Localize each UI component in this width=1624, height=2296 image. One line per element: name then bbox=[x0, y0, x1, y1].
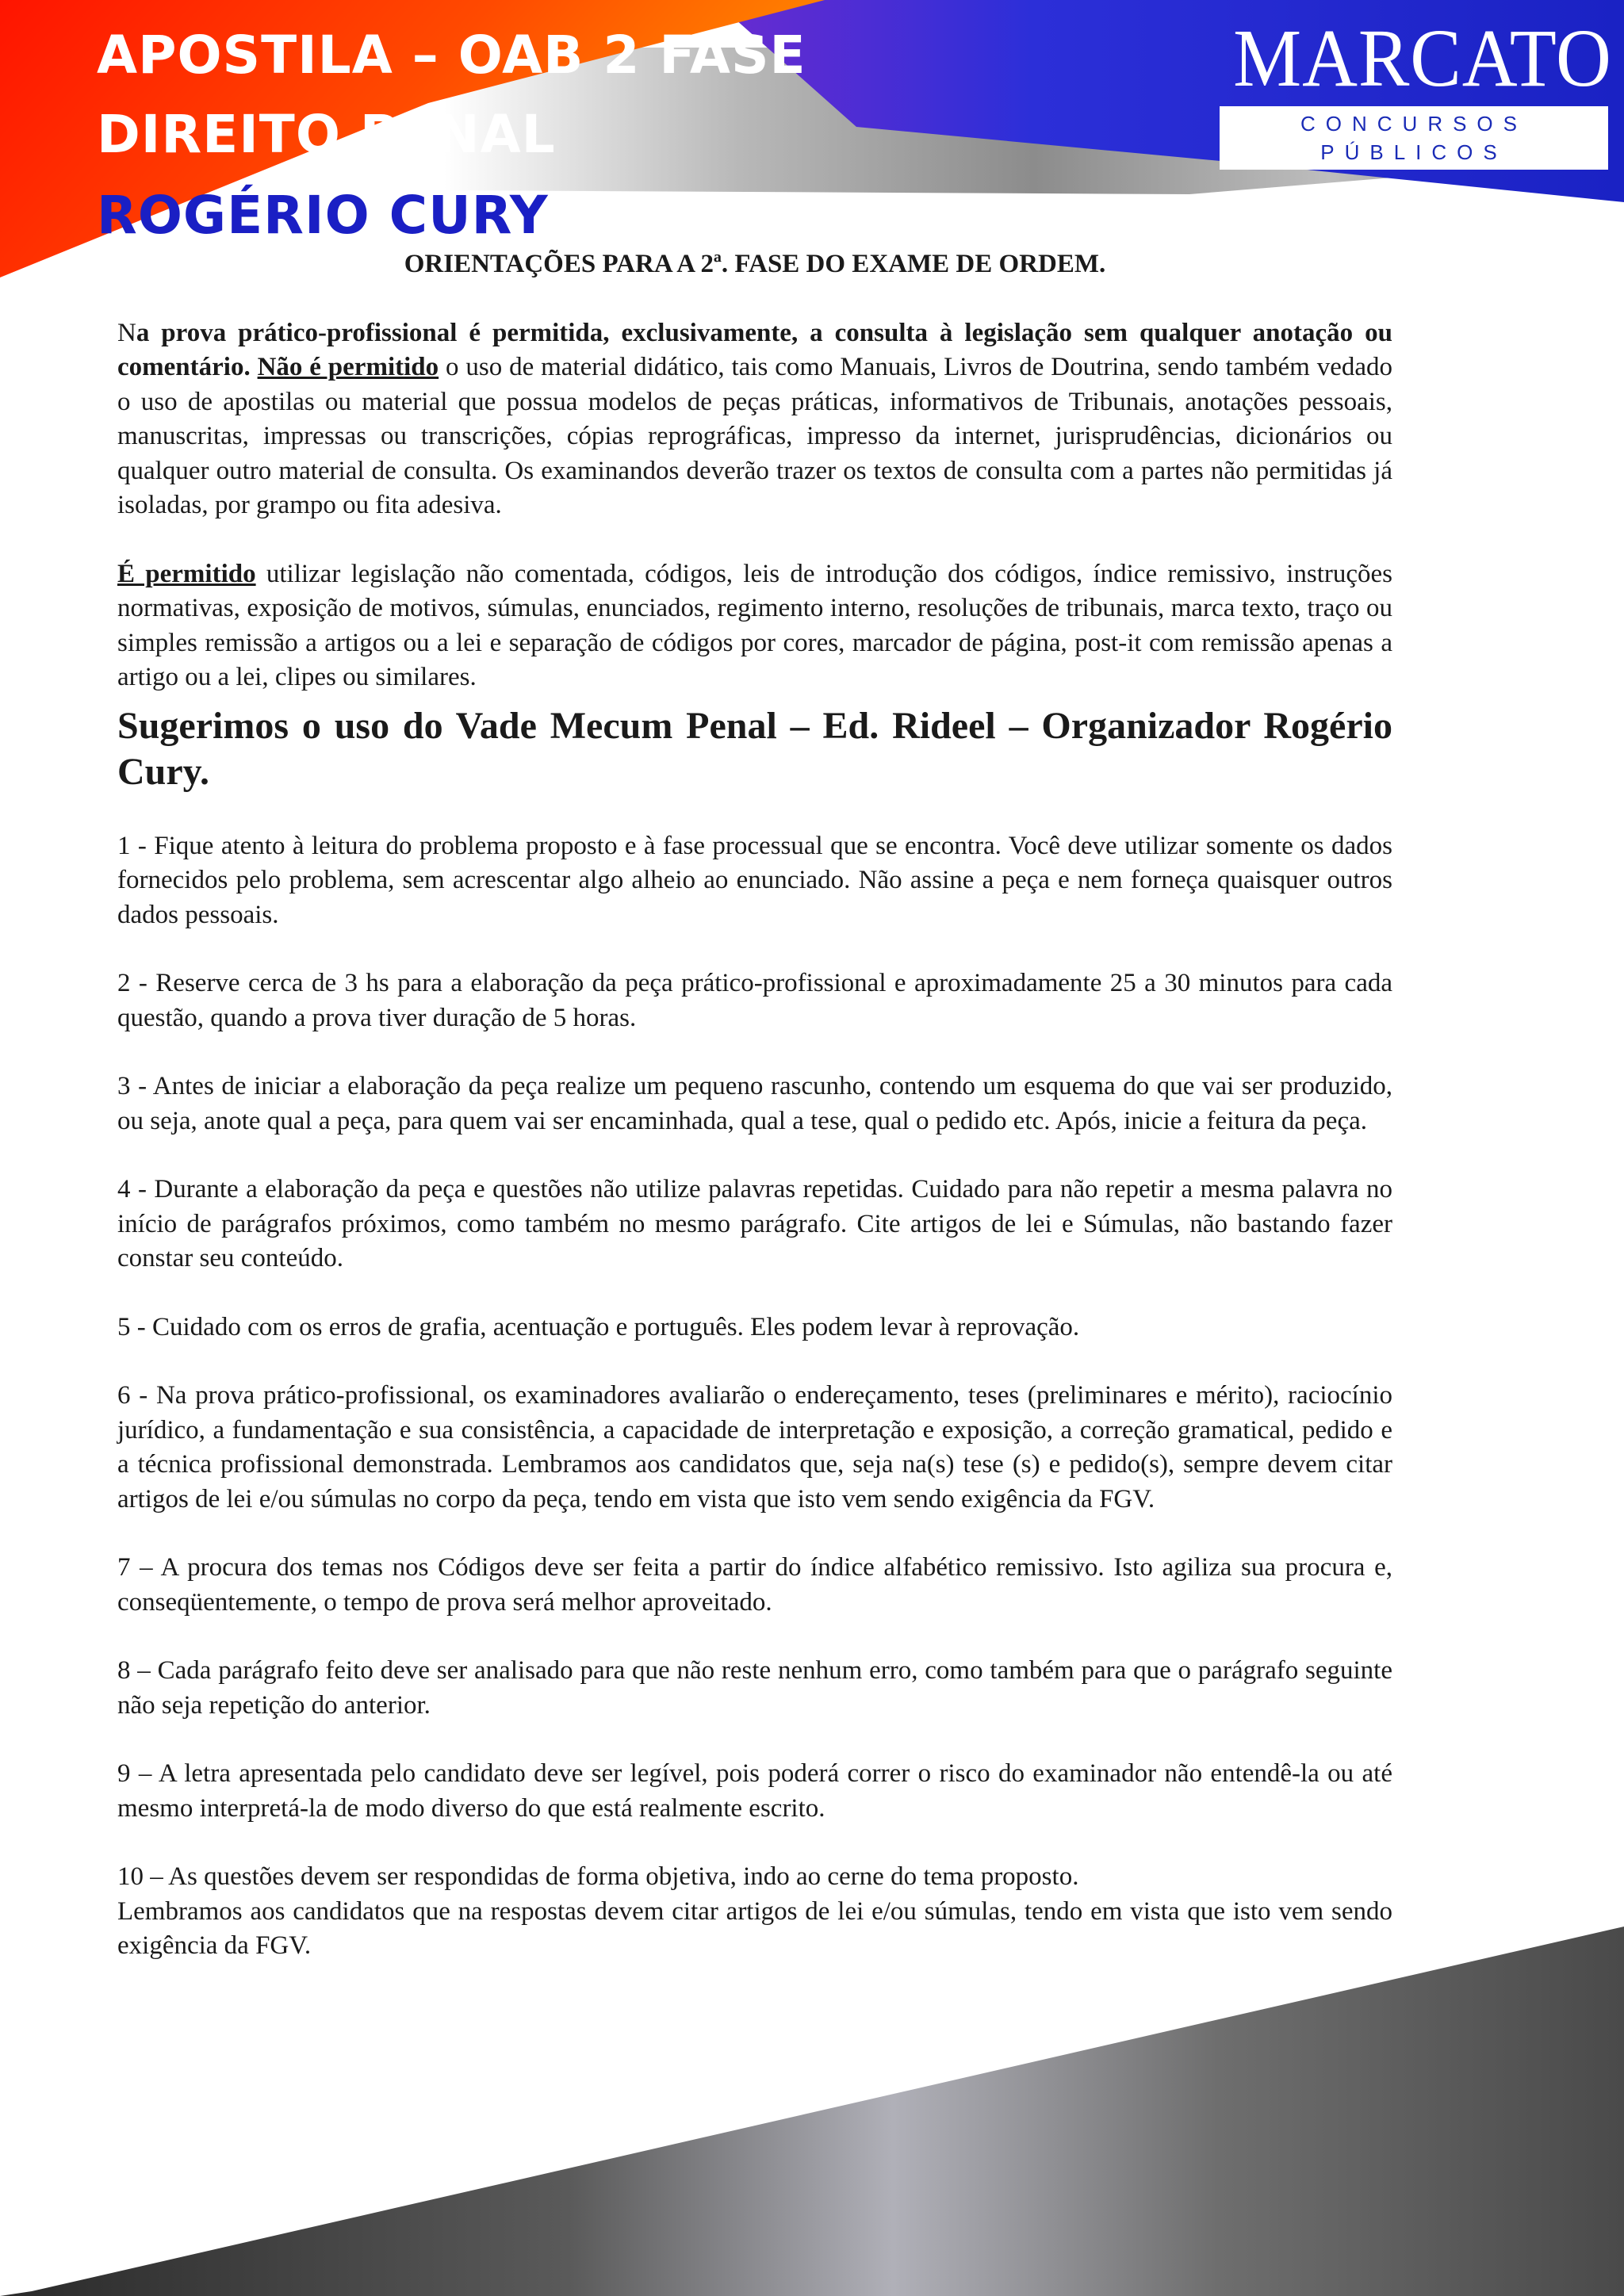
marcato-logo bbox=[1220, 13, 1612, 170]
suggestion-heading: Sugerimos o uso do Vade Mecum Penal – Ed. Rideel – Organizador Rogério Cury. bbox=[117, 704, 1392, 793]
closing-note: Lembramos aos candidatos que na respostas devem citar artigos de lei e/ou súmulas, tendo em vista que isto vem sendo exigência da FGV. bbox=[117, 1896, 1392, 1960]
list-item: 4 - Durante a elaboração da peça e questões não utilize palavras repetidas. Cuidado para não repetir a mesma palavra no início de parágrafos próximos, como também no mesmo parágrafo. Cite artigos de lei e Súmulas, não bastando fazer constar seu conteúdo. bbox=[117, 1175, 1392, 1272]
list-item: 2 - Reserve cerca de 3 hs para a elaboração da peça prático-profissional e aproximadamente 25 a 30 minutos para cada questão, quando a prova tiver duração de 5 horas. bbox=[117, 969, 1392, 1032]
logo-wordmark: MARCATO bbox=[1233, 13, 1612, 104]
list-item: 3 - Antes de iniciar a elaboração da peça realize um pequeno rascunho, contendo um esquema do que vai ser produzido, ou seja, anote qual a peça, para quem vai ser encaminhada, qual a tese, qual o pedido etc. Após, inicie a feitura da peça. bbox=[117, 1072, 1392, 1135]
paragraph-permissions bbox=[117, 557, 1392, 695]
p2-rest: utilizar legislação não comentada, códigos, leis de introdução dos códigos, índice remissivo, instruções normativas, exposição de motivos, súmulas, enunciados, regimento interno, resoluções de tribunais, marca texto, traço ou simples remissão a artigos ou a lei e separação de códigos por cores, marcador de página, post-it com remissão apenas a artigo ou a lei, clipes ou similares. bbox=[117, 559, 1392, 691]
p2-allowed: É permitido bbox=[117, 559, 256, 588]
document-title: APOSTILA – OAB 2 FASE bbox=[97, 25, 806, 86]
p1-rest: o uso de material didático, tais como Manuais, Livros de Doutrina, sendo também vedado o uso de apostilas ou material que possua modelos de peças práticas, informativos de Tribunais, anotações pessoais, manuscritas, impressas ou transcrições, cópias reprográficas, impresso da internet, jurisprudências, dicionários ou qualquer outro material de consulta. Os examinandos deverão trazer os textos de consulta com a partes não permitidas já isoladas, por grampo ou fita adesiva. bbox=[117, 353, 1392, 519]
list-item: 8 – Cada parágrafo feito deve ser analisado para que não reste nenhum erro, como também para que o parágrafo seguinte não seja repetição do anterior. bbox=[117, 1656, 1392, 1720]
p1-bold-text: a prova prático-profissional é permitida, exclusivamente, a consulta à legislação sem qualquer anotação ou comentário. bbox=[117, 318, 1392, 381]
list-item: 9 – A letra apresentada pelo candidato deve ser legível, pois poderá correr o risco do examinador não entendê-la ou até mesmo interpretá-la de modo diverso do que está realmente escrito. bbox=[117, 1759, 1392, 1823]
document-body bbox=[117, 247, 1392, 1964]
list-item: 10 – As questões devem ser respondidas de forma objetiva, indo ao cerne do tema proposto. bbox=[117, 1862, 1079, 1891]
p1-not-allowed: Não é permitido bbox=[257, 353, 439, 381]
list-item: 5 - Cuidado com os erros de grafia, acentuação e português. Eles podem levar à reprovação. bbox=[117, 1312, 1080, 1341]
paragraph-restrictions bbox=[117, 316, 1392, 523]
author-name: ROGÉRIO CURY bbox=[97, 185, 549, 246]
list-item: 7 – A procura dos temas nos Códigos deve ser feita a partir do índice alfabético remissivo. Isto agiliza sua procura e, conseqüentemente, o tempo de prova será melhor aproveitado. bbox=[117, 1553, 1392, 1617]
subject-title: DIREITO PENAL bbox=[97, 104, 556, 165]
logo-tagline: CONCURSOS PÚBLICOS bbox=[1220, 106, 1608, 170]
p1-lead: N bbox=[117, 318, 136, 347]
list-item: 1 - Fique atento à leitura do problema proposto e à fase processual que se encontra. Você deve utilizar somente os dados fornecidos pelo problema, sem acrescentar algo alheio ao enunciado. Não assine a peça e nem forneça quaisquer outros dados pessoais. bbox=[117, 831, 1392, 929]
list-item: 6 - Na prova prático-profissional, os examinadores avaliarão o endereçamento, teses (preliminares e mérito), raciocínio jurídico, a fundamentação e sua consistência, a capacidade de interpretação e exposição, a correção gramatical, pedido e a técnica profissional demonstrada. Lembramos aos candidatos que, seja na(s) tese (s) e pedido(s), sempre devem citar artigos de lei e/ou súmulas no corpo da peça, tendo em vista que isto vem sendo exigência da FGV. bbox=[117, 1381, 1392, 1513]
section-heading: ORIENTAÇÕES PARA A 2ª. FASE DO EXAME DE ORDEM. bbox=[404, 250, 1106, 278]
